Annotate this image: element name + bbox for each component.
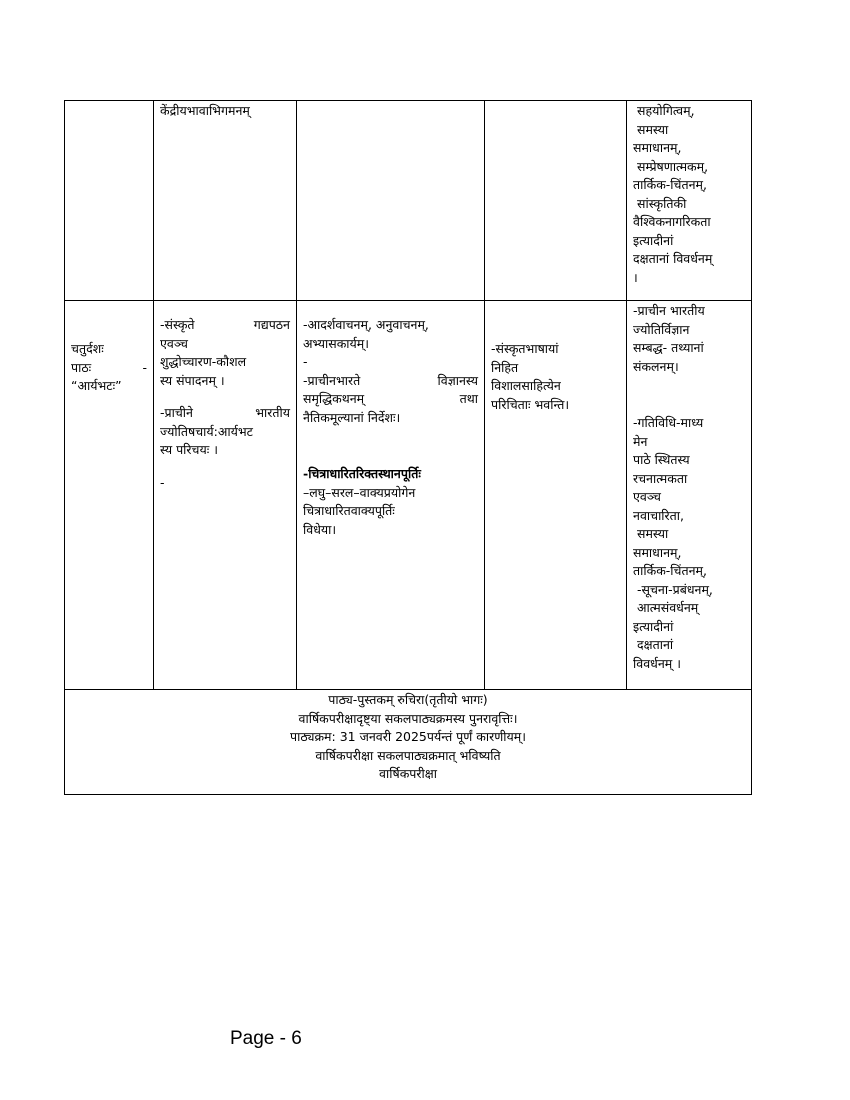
row2-activity-cell <box>297 301 485 690</box>
row1-activity-cell <box>297 101 485 301</box>
activity-line: विधेया। <box>303 521 337 537</box>
activity-line: नैतिकमूल्यानां निर्देशः। <box>303 409 401 425</box>
skill-line: ज्योतिर्विज्ञान <box>633 321 690 337</box>
table-row <box>65 690 752 795</box>
skill-line: सम्बद्ध- तथ्यानां <box>633 340 704 355</box>
outcome-line: -संस्कृतभाषायां <box>491 341 559 356</box>
table-row <box>65 101 752 301</box>
outcome-line: निहित <box>491 359 519 375</box>
row1-skills-cell <box>627 101 752 301</box>
skill-line: सम्प्रेषणात्मकम्, <box>637 158 709 174</box>
skill-line: तार्किक-चिंतनम्, <box>633 563 707 578</box>
footer-line: पाठ्यक्रम: 31 जनवरी 2025पर्यन्तं पूर्णं कारणीयम्। <box>290 729 526 744</box>
lesson-title: “आर्यभटः” <box>71 378 122 393</box>
skill-line: पाठे स्थितस्य <box>633 452 690 467</box>
skill-line: समाधानम्, <box>633 544 682 560</box>
outcome-line: विशालसाहित्येन <box>491 378 561 393</box>
activity-line: -आदर्शवाचनम्, अनुवाचनम्, <box>303 317 429 332</box>
skill-line: तार्किक-चिंतनम्, <box>633 177 707 192</box>
skill-line: इत्यादीनां <box>633 618 674 634</box>
objective-line: एवञ्च <box>160 335 188 351</box>
skill-line: आत्मसंवर्धनम् <box>637 600 699 615</box>
skill-line: रचनात्मकता <box>633 470 688 486</box>
skill-line: संकलनम्। <box>633 358 679 374</box>
lesson-number: चतुर्दशः <box>71 341 104 356</box>
row2-lesson-cell <box>65 301 154 690</box>
row1-outcome-cell <box>485 101 627 301</box>
footer-line: वार्षिकपरीक्षा सकलपाठ्यक्रमात् भविष्यति <box>315 747 501 763</box>
table-row <box>65 301 752 690</box>
skill-line: दक्षतानां <box>637 637 674 652</box>
skill-line: सांस्कृतिकी <box>637 195 687 211</box>
skill-line: दक्षतानां विवर्धनम् <box>633 251 713 266</box>
objective-line: -संस्कृते गद्यपठन <box>160 317 290 332</box>
footer-line: वार्षिकपरीक्षादृष्ट्या सकलपाठ्यक्रमस्य पुनरावृत्तिः। <box>298 710 518 726</box>
objective-line: -प्राचीने भारतीय <box>160 405 290 420</box>
row1-objective-cell <box>154 101 297 301</box>
skill-line: नवाचारिता, <box>633 507 684 523</box>
skill-line: इत्यादीनां <box>633 232 674 248</box>
page-number: Page - 6 <box>230 1028 302 1049</box>
objective-text: केंद्रीयभावाभिगमनम् <box>160 103 250 118</box>
activity-heading: -चित्राधारितरिक्तस्थानपूर्तिः <box>303 466 421 481</box>
footer-line: पाठ्य-पुस्तकम् रुचिरा(तृतीयो भागः) <box>328 692 488 707</box>
skill-line: विवर्धनम् । <box>633 655 681 671</box>
row2-objective-cell <box>154 301 297 690</box>
row1-lesson-cell <box>65 101 154 301</box>
skill-line: समस्या <box>637 526 669 541</box>
objective-line: स्य संपादनम् । <box>160 372 225 388</box>
activity-line: अभ्यासकार्यम्। <box>303 335 369 351</box>
objective-line: स्य परिचयः । <box>160 442 218 457</box>
syllabus-table <box>64 100 752 795</box>
skill-line: -प्राचीन भारतीय <box>633 303 705 318</box>
skill-line: -गतिविधि-माध्य <box>633 415 704 430</box>
skill-line: वैश्विकनागरिकता <box>633 214 711 229</box>
skill-line: समाधानम्, <box>633 140 682 155</box>
objective-line: - <box>160 474 165 490</box>
activity-line: –लघु–सरल–वाक्यप्रयोगेन <box>303 484 416 500</box>
footer-cell <box>65 690 752 795</box>
skill-line: समस्या <box>637 121 669 137</box>
activity-line: -प्राचीनभारते विज्ञानस्य <box>303 372 478 388</box>
activity-line: समृद्धिकथनम् तथा <box>303 391 478 406</box>
activity-line: चित्राधारितवाक्यपूर्तिः <box>303 503 395 518</box>
row2-outcome-cell <box>485 301 627 690</box>
skill-line: । <box>633 269 638 285</box>
row2-skills-cell <box>627 301 752 690</box>
lesson-label: पाठः - <box>71 359 147 375</box>
skill-line: मेन <box>633 433 648 449</box>
skill-line: -सूचना-प्रबंधनम्, <box>637 581 713 597</box>
outcome-line: परिचिताः भवन्ति। <box>491 396 570 412</box>
objective-line: शुद्धोच्चारण-कौशल <box>160 354 247 369</box>
skill-line: एवञ्च <box>633 489 661 504</box>
skill-line: सहयोगित्वम्, <box>637 103 695 118</box>
activity-line: - <box>303 354 308 369</box>
objective-line: ज्योतिषचार्य:आर्यभट <box>160 423 253 439</box>
footer-line: वार्षिकपरीक्षा <box>379 766 437 781</box>
